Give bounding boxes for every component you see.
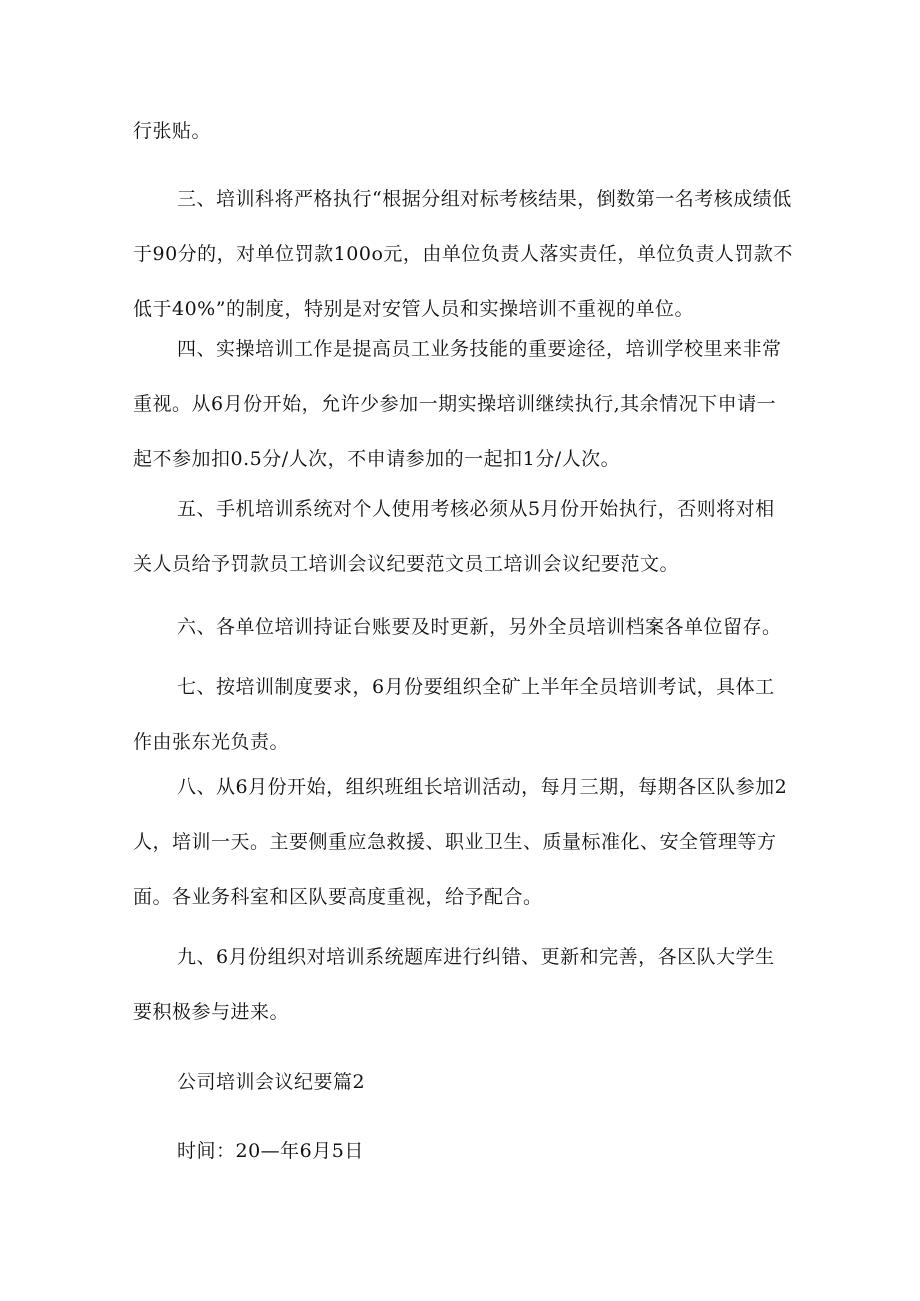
paragraph-item-3: 三、培训科将严格执行“根据分组对标考核结果，倒数第一名考核成绩低于90分的，对单位罚款100o元，由单位负责人落实责任，单位负责人罚款不低于40%”的制度，特别是对安管人员和实操培训不重视的单位。 bbox=[133, 188, 793, 320]
paragraph-item-4: 四、实操培训工作是提高员工业务技能的重要途径，培训学校里来非常重视。从6月份开始，允许少参加一期实操培训继续执行,其余情况下申请一起不参加扣0.5分/人次，不申请参加的一起扣1分/人次。 bbox=[133, 338, 782, 470]
meeting-time: 时间：20—年6月5日 bbox=[177, 1140, 364, 1162]
paragraph-item-7: 七、按培训制度要求，6月份要组织全矿上半年全员培训考试，具体工作由张东光负责。 bbox=[133, 676, 775, 753]
paragraph-item-6: 六、各单位培训持证台账要及时更新，另外全员培训档案各单位留存。 bbox=[177, 616, 782, 638]
paragraph-continuation: 行张贴。 bbox=[133, 120, 212, 142]
paragraph-item-5: 五、手机培训系统对个人使用考核必须从5月份开始执行，否则将对相关人员给予罚款员工培训会议纪要范文员工培训会议纪要范文。 bbox=[133, 498, 775, 575]
section-title: 公司培训会议纪要篇2 bbox=[177, 1071, 366, 1093]
paragraph-item-8: 八、从6月份开始，组织班组长培训活动，每月三期，每期各区队参加2人，培训一天。主要侧重应急救援、职业卫生、质量标准化、安全管理等方面。各业务科室和区队要高度重视，给予配合。 bbox=[133, 776, 788, 908]
paragraph-item-9: 九、6月份组织对培训系统题库进行纠错、更新和完善，各区队大学生要积极参与进来。 bbox=[133, 946, 775, 1023]
